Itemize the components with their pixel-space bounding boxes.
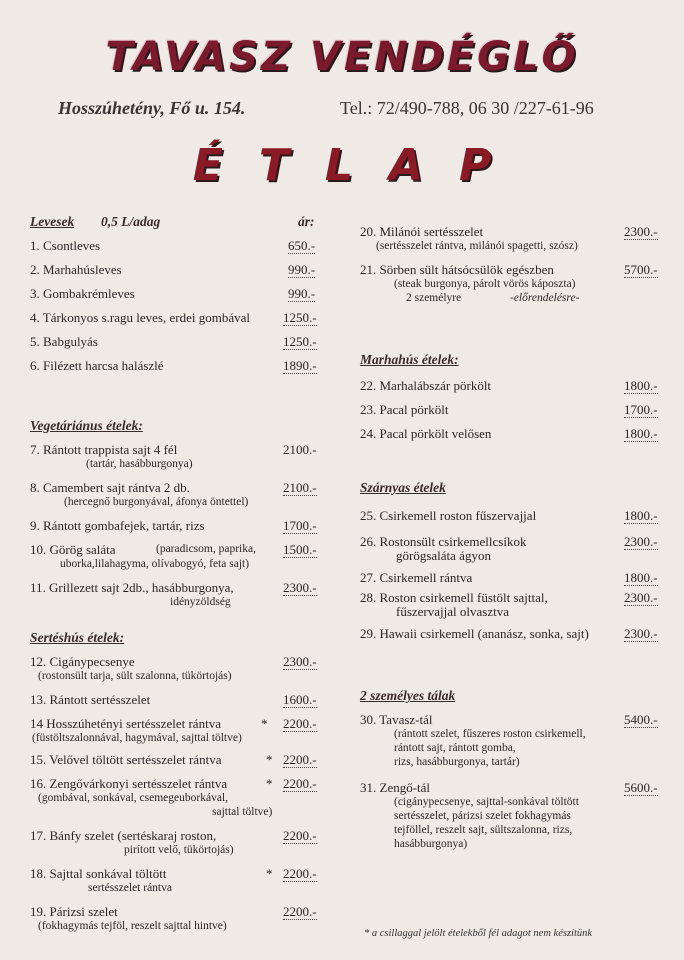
item-price: 1600.-: [283, 692, 317, 707]
item-name: 6. Filézett harcsa halászlé: [30, 358, 164, 373]
menu-item: [30, 262, 330, 286]
item-detail: pirított velő, tükörtojás): [124, 844, 234, 856]
menu-item: [30, 716, 330, 752]
item-name: 23. Pacal pörkölt: [360, 402, 449, 417]
item-price: 1250.-: [283, 310, 317, 325]
restaurant-name: TAVASZ VENDÉGLŐ: [105, 34, 579, 80]
item-detail: 2 személyre: [406, 292, 462, 304]
menu-item: [30, 480, 330, 518]
item-price: 1800.-: [624, 378, 658, 393]
item-detail: fűszervajjal olvasztva: [396, 604, 509, 619]
section-title-text: Marhahús ételek:: [360, 352, 459, 367]
menu-item: [360, 426, 660, 480]
section-title-pork: [30, 630, 330, 650]
item-name: 11. Grillezett sajt 2db., hasábburgonya,: [30, 580, 234, 595]
item-price: 1700.-: [283, 518, 317, 533]
menu-item: [30, 310, 330, 334]
item-price: 2200.-: [283, 776, 317, 791]
menu-item: [30, 654, 330, 692]
item-price: 2200.-: [283, 866, 317, 881]
item-price: 2100.-: [283, 442, 317, 457]
section-title-platters: [360, 688, 660, 708]
item-price: 2300.-: [283, 580, 317, 595]
item-price: 990.-: [288, 262, 316, 277]
menu-item: [360, 378, 660, 402]
soup-portion: 0,5 L/adag: [101, 214, 161, 229]
section-title-text: Szárnyas ételek: [360, 480, 446, 495]
footnote: * a csillaggal jelölt ételekből fél adagot nem készítünk: [364, 928, 593, 939]
item-detail: hasábburgonya): [394, 838, 468, 850]
item-name: 12. Cigánypecsenye: [30, 654, 135, 669]
menu-item: [360, 262, 660, 352]
item-detail: (paradicsom, paprika,: [156, 543, 256, 555]
item-name: 21. Sörben sült hátsócsülök egészben: [360, 262, 554, 277]
item-name: 25. Csirkemell roston fűszervajjal: [360, 508, 537, 523]
item-price: 1890.-: [283, 358, 317, 373]
item-detail: idényzöldség: [170, 596, 231, 608]
item-price: 5400.-: [624, 712, 658, 727]
item-name: 2. Marhahúsleves: [30, 262, 122, 277]
item-detail: (gombával, sonkával, csemegeuborkával,: [38, 792, 229, 804]
item-detail: görögsaláta ágyon: [396, 548, 491, 563]
item-name: 13. Rántott sertésszelet: [30, 692, 151, 707]
right-column: [360, 224, 660, 860]
menu-item: [360, 534, 660, 570]
item-detail: (rántott szelet, fűszeres roston csirkemell,: [394, 728, 586, 740]
menu-item: [30, 542, 330, 580]
price-header: ár:: [298, 214, 315, 229]
menu-item: [360, 712, 660, 780]
item-name: 4. Tárkonyos s.ragu leves, erdei gombával: [30, 310, 250, 325]
menu-item: [30, 518, 330, 542]
item-price: 2200.-: [283, 716, 317, 731]
section-title-text: Sertéshús ételek:: [30, 630, 125, 645]
item-price: 1500.-: [283, 542, 317, 557]
section-title-text: Levesek: [30, 214, 75, 229]
item-price: 2200.-: [283, 828, 317, 843]
item-name: 16. Zengővárkonyi sertésszelet rántva: [30, 776, 228, 791]
menu-item: [30, 238, 330, 262]
menu-item: [360, 224, 660, 262]
item-price: 1800.-: [624, 570, 658, 585]
item-price: 2300.-: [624, 224, 658, 239]
section-title-text: Vegetáriánus ételek:: [30, 418, 143, 433]
item-name: 7. Rántott trappista sajt 4 fél: [30, 442, 178, 457]
item-name: 10. Görög saláta: [30, 542, 116, 557]
menu-item: [360, 508, 660, 534]
item-detail: tejföllel, reszelt sajt, sültszalonna, rizs,: [394, 824, 573, 836]
section-title-text: 2 személyes tálak: [360, 688, 456, 703]
item-price: 990.-: [288, 286, 316, 301]
star-marker: *: [266, 776, 273, 791]
item-detail: sertésszelet, párizsi szelet fokhagymás: [394, 810, 571, 822]
item-name: 8. Camembert sajt rántva 2 db.: [30, 480, 190, 495]
item-detail: (cigánypecsenye, sajttal-sonkával töltött: [394, 796, 579, 808]
item-price: 2200.-: [283, 904, 317, 919]
item-name: 20. Milánói sertésszelet: [360, 224, 484, 239]
item-detail: rizs, hasábburgonya, tartár): [394, 756, 520, 768]
item-detail: sajttal töltve): [212, 806, 273, 818]
section-title-soups: [30, 214, 330, 234]
item-name: 15. Velővel töltött sertésszelet rántva: [30, 752, 222, 767]
menu-item: [30, 442, 330, 480]
section-title-beef: [360, 352, 660, 372]
item-name: 17. Bánfy szelet (sertéskaraj roston,: [30, 828, 217, 843]
menu-item: [360, 570, 660, 590]
item-detail: (füstöltszalonnával, hagymával, sajttal töltve): [32, 732, 242, 744]
item-price: 1700.-: [624, 402, 658, 417]
menu-item: [30, 692, 330, 716]
item-price: 2300.-: [624, 534, 658, 549]
star-marker: *: [261, 716, 268, 731]
menu-item: [360, 780, 660, 860]
item-price: 5600.-: [624, 780, 658, 795]
menu-item: [30, 580, 330, 630]
phone-numbers: Tel.: 72/490-788, 06 30 /227-61-96: [340, 98, 594, 118]
menu-item: [30, 866, 330, 904]
item-price: 2100.-: [283, 480, 317, 495]
item-price: 1800.-: [624, 426, 658, 441]
item-price: 1800.-: [624, 508, 658, 523]
menu-item: [360, 402, 660, 426]
item-name: 14 Hosszúhetényi sertésszelet rántva: [30, 716, 221, 731]
item-detail: (hercegnő burgonyával, áfonya öntettel): [64, 496, 249, 508]
item-name: 1. Csontleves: [30, 238, 101, 253]
item-price: 2300.-: [624, 626, 658, 641]
section-title-poultry: [360, 480, 660, 500]
menu-item: [30, 286, 330, 310]
item-name: 24. Pacal pörkölt velősen: [360, 426, 492, 441]
menu-item: [30, 358, 330, 418]
item-price: 1250.-: [283, 334, 317, 349]
item-name: 18. Sajttal sonkával töltött: [30, 866, 167, 881]
item-name: 29. Hawaii csirkemell (ananász, sonka, sajt): [360, 626, 589, 641]
item-name: 31. Zengő-tál: [360, 780, 431, 795]
item-price: 2300.-: [283, 654, 317, 669]
item-name: 5. Babgulyás: [30, 334, 98, 349]
item-detail: (rostonsült tarja, sült szalonna, tükörtojás): [38, 670, 232, 682]
item-detail: (steak burgonya, párolt vörös káposzta): [394, 278, 576, 290]
address: Hosszúhetény, Fő u. 154.: [58, 98, 246, 118]
item-name: 26. Rostonsült csirkemellcsíkok: [360, 534, 527, 549]
item-name: 22. Marhalábszár pörkölt: [360, 378, 492, 393]
item-detail: uborka,lilahagyma, olívabogyó, feta sajt): [60, 558, 250, 570]
section-title-vegetarian: [30, 418, 330, 438]
item-price: 2200.-: [283, 752, 317, 767]
star-marker: *: [266, 752, 273, 767]
menu-item: [30, 904, 330, 938]
item-detail: (tartár, hasábburgonya): [86, 458, 193, 470]
menu-item: [360, 590, 660, 626]
menu-item: [30, 752, 330, 776]
item-price: 5700.-: [624, 262, 658, 277]
item-name: 30. Tavasz-tál: [360, 712, 433, 727]
item-detail: (fokhagymás tejföl, reszelt sajttal hintve): [38, 920, 227, 932]
item-name: 3. Gombakrémleves: [30, 286, 135, 301]
item-price: 650.-: [288, 238, 316, 253]
item-name: 19. Párizsi szelet: [30, 904, 118, 919]
item-name: 27. Csirkemell rántva: [360, 570, 473, 585]
star-marker: *: [266, 866, 273, 881]
item-detail: rántott sajt, rántott gomba,: [394, 742, 516, 754]
menu-item: [30, 334, 330, 358]
left-column: [30, 214, 330, 938]
menu-item: [30, 776, 330, 828]
menu-item: [30, 828, 330, 866]
menu-item: [360, 626, 660, 688]
item-detail: -előrendelésre-: [510, 292, 580, 304]
menu-title: ÉTLAP: [192, 140, 528, 191]
item-price: 2300.-: [624, 590, 658, 605]
item-name: 9. Rántott gombafejek, tartár, rizs: [30, 518, 205, 533]
item-detail: sertésszelet rántva: [88, 882, 172, 894]
item-name: 28. Roston csirkemell füstölt sajttal,: [360, 590, 548, 605]
item-detail: (sertésszelet rántva, milánói spagetti, szósz): [376, 240, 578, 252]
